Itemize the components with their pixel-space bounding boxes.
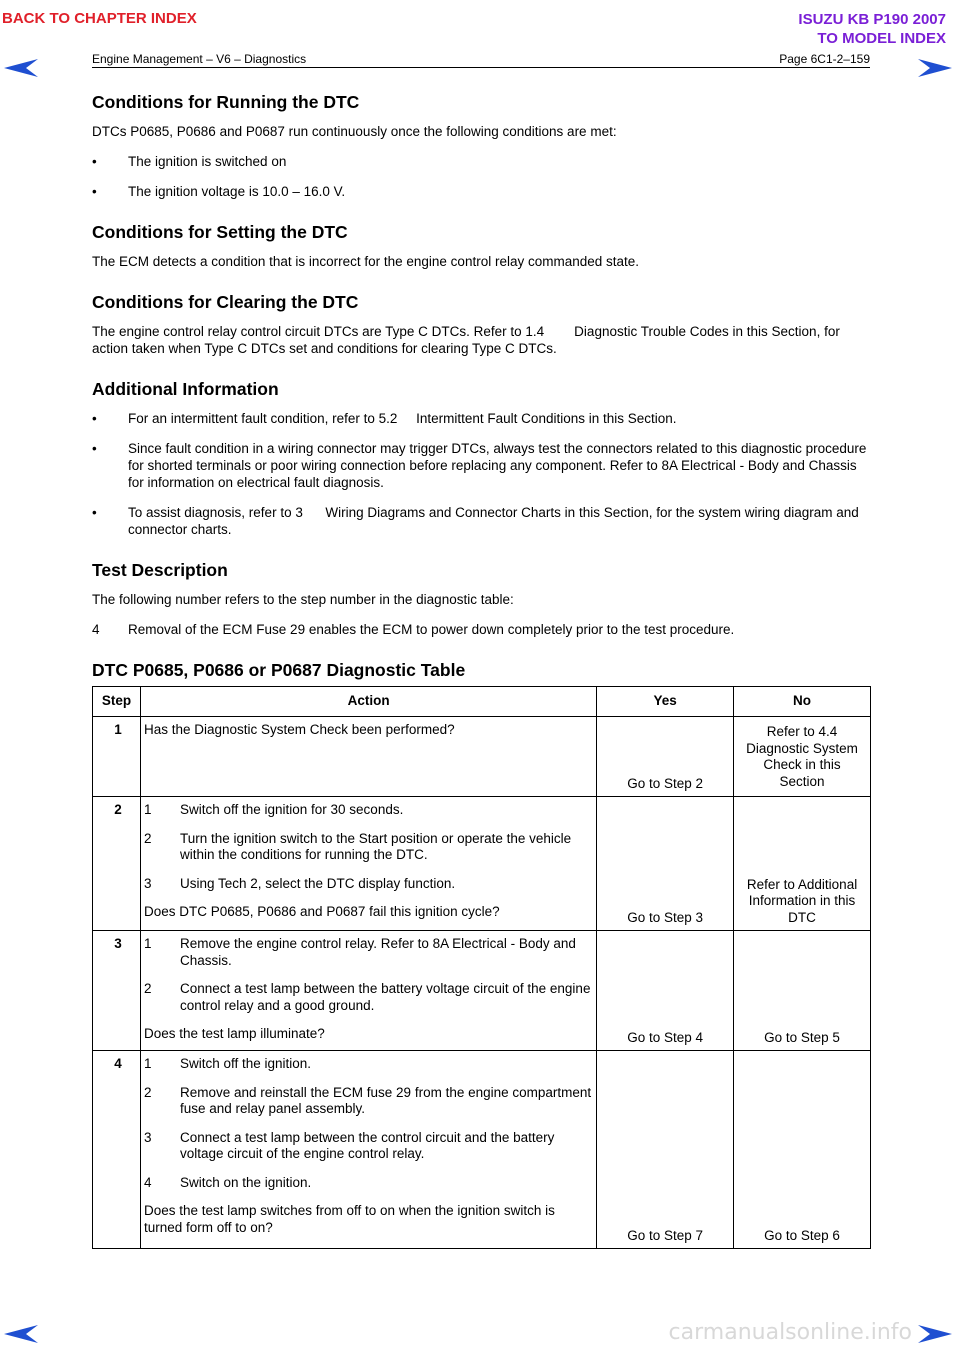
yes-cell: Go to Step 2 — [597, 717, 734, 797]
item-text: Removal of the ECM Fuse 29 enables the ECM to power down completely prior to the test procedure. — [128, 622, 735, 637]
next-page-arrow-icon[interactable] — [918, 58, 952, 78]
bullet-icon: • — [92, 184, 97, 199]
bullet-text: The ignition is switched on — [128, 154, 287, 169]
paragraph: The following number refers to the step number in the diagnostic table: — [92, 592, 514, 607]
action-step — [144, 802, 593, 819]
action-step-text: Turn the ignition switch to the Start position or operate the vehicle within the conditions for running the DTC. — [179, 830, 572, 862]
next-page-bottom-arrow-icon[interactable] — [918, 1324, 952, 1344]
yes-cell: Go to Step 7 — [597, 1051, 734, 1249]
section-setting-conditions — [92, 220, 872, 270]
action-step-text: Switch off the ignition. — [179, 1056, 312, 1071]
no-cell: Go to Step 6 — [734, 1051, 871, 1249]
yes-cell: Go to Step 4 — [597, 931, 734, 1051]
no-cell: Go to Step 5 — [734, 931, 871, 1051]
column-header-no: No — [734, 687, 871, 717]
action-question: Does the test lamp illuminate? — [143, 1026, 325, 1041]
section-title: Test Description — [92, 560, 228, 580]
previous-page-bottom-arrow-icon[interactable] — [4, 1324, 38, 1344]
action-step-text: Remove the engine control relay. Refer to 8A Electrical - Body and Chassis. — [179, 936, 576, 968]
bullet-icon: • — [92, 505, 97, 520]
action-step-number: 3 — [143, 1129, 152, 1145]
bullet-icon: • — [92, 441, 97, 456]
section-title: Conditions for Setting the DTC — [92, 222, 348, 242]
bullet-item — [92, 410, 872, 427]
action-step-text: Using Tech 2, select the DTC display function. — [179, 875, 456, 891]
paragraph: The engine control relay control circuit DTCs are Type C DTCs. Refer to 1.4 Diagnostic Trouble Codes in this Section, for action taken when Type C DTCs set and conditions for clearing Type C DTCs. — [92, 324, 844, 356]
bullet-text: For an intermittent fault condition, refer to 5.2 Intermittent Fault Conditions in this Section. — [128, 411, 677, 426]
action-step-number: 1 — [143, 936, 152, 951]
column-header-yes: Yes — [597, 687, 734, 717]
section-running-conditions — [92, 90, 872, 200]
action-step — [144, 831, 593, 864]
action-step — [144, 1175, 593, 1192]
bullet-icon: • — [92, 411, 97, 426]
action-question: Does DTC P0685, P0686 and P0687 fail this ignition cycle? — [143, 904, 500, 919]
section-title: Conditions for Clearing the DTC — [92, 292, 359, 312]
action-cell — [140, 797, 596, 931]
action-step — [144, 876, 593, 893]
diagnostic-table-title: DTC P0685, P0686 or P0687 Diagnostic Table — [92, 660, 466, 680]
table-row — [93, 931, 871, 1051]
table-row — [93, 797, 871, 931]
bullet-item — [92, 183, 872, 200]
paragraph: The ECM detects a condition that is incorrect for the engine control relay commanded state. — [92, 254, 640, 269]
action-cell — [140, 1051, 596, 1249]
no-cell: Refer to Additional Information in this DTC — [734, 797, 871, 931]
column-header-step: Step — [93, 687, 141, 717]
action-step-number: 3 — [143, 875, 152, 891]
header-divider — [92, 67, 870, 68]
page-content — [92, 90, 872, 1249]
action-step-number: 2 — [143, 1084, 152, 1100]
back-to-chapter-index-link[interactable]: BACK TO CHAPTER INDEX — [2, 10, 197, 27]
step-number: 2 — [93, 797, 141, 931]
numbered-item — [92, 621, 872, 638]
action-step-number: 2 — [143, 830, 152, 846]
action-step-text: Connect a test lamp between the battery voltage circuit of the engine control relay and a good ground. — [179, 981, 591, 1013]
bullet-item — [92, 440, 872, 491]
action-step-text: Remove and reinstall the ECM fuse 29 from the engine compartment fuse and relay panel assembly. — [179, 1084, 592, 1116]
bullet-text: The ignition voltage is 10.0 – 16.0 V. — [128, 184, 346, 199]
action-cell — [140, 717, 596, 797]
section-title: Conditions for Running the DTC — [92, 92, 360, 112]
action-step-text: Switch off the ignition for 30 seconds. — [179, 802, 404, 817]
diagnostic-table — [92, 686, 871, 1249]
step-number: 4 — [93, 1051, 141, 1249]
action-step — [144, 981, 593, 1014]
bullet-text: Since fault condition in a wiring connector may trigger DTCs, always test the connectors related to this diagnostic procedure for shorted terminals or poor wiring connection before replacing any component. Refer to 8A Electrical - Body and Chassis for information on electrical fault diagnosis. — [128, 441, 867, 490]
bullet-text: To assist diagnosis, refer to 3 Wiring Diagrams and Connector Charts in this Section, for the system wiring diagram and connector charts. — [128, 505, 863, 537]
action-question: Does the test lamp switches from off to on when the ignition switch is turned form off to on? — [143, 1203, 555, 1235]
action-step-number: 4 — [143, 1174, 152, 1190]
action-question: Has the Diagnostic System Check been performed? — [143, 722, 455, 737]
section-test-description — [92, 558, 872, 638]
action-step — [144, 1056, 593, 1073]
column-header-action: Action — [140, 687, 596, 717]
bullet-item — [92, 504, 872, 538]
item-number: 4 — [92, 622, 100, 637]
page-number: Page 6C1-2–159 — [779, 52, 870, 66]
previous-page-arrow-icon[interactable] — [4, 58, 38, 78]
model-index-block — [798, 10, 946, 48]
step-number: 3 — [93, 931, 141, 1051]
watermark-text: carmanualsonline.info — [668, 1320, 912, 1345]
step-number: 1 — [93, 717, 141, 797]
bullet-item — [92, 153, 872, 170]
section-title: Additional Information — [92, 379, 279, 399]
action-step — [144, 1130, 593, 1163]
table-row — [93, 1051, 871, 1249]
action-step-number: 1 — [143, 1056, 152, 1071]
table-row — [93, 717, 871, 797]
page-header-title: Engine Management – V6 – Diagnostics — [92, 52, 307, 66]
yes-cell: Go to Step 3 — [597, 797, 734, 931]
action-step-number: 1 — [143, 802, 152, 817]
section-clearing-conditions — [92, 290, 872, 357]
action-step-number: 2 — [143, 981, 152, 996]
action-step — [144, 1085, 593, 1118]
action-step — [144, 936, 593, 969]
action-cell — [140, 931, 596, 1051]
bullet-icon: • — [92, 154, 97, 169]
paragraph: DTCs P0685, P0686 and P0687 run continuously once the following conditions are met: — [92, 124, 617, 139]
no-cell: Refer to 4.4 Diagnostic System Check in this Section — [734, 717, 871, 797]
action-step-text: Connect a test lamp between the control circuit and the battery voltage circuit of the engine control relay. — [179, 1129, 555, 1161]
table-header-row — [93, 687, 871, 717]
section-additional-information — [92, 377, 872, 538]
model-title: ISUZU KB P190 2007 — [798, 11, 946, 28]
action-step-text: Switch on the ignition. — [179, 1174, 312, 1190]
to-model-index-link[interactable]: TO MODEL INDEX — [817, 30, 946, 47]
